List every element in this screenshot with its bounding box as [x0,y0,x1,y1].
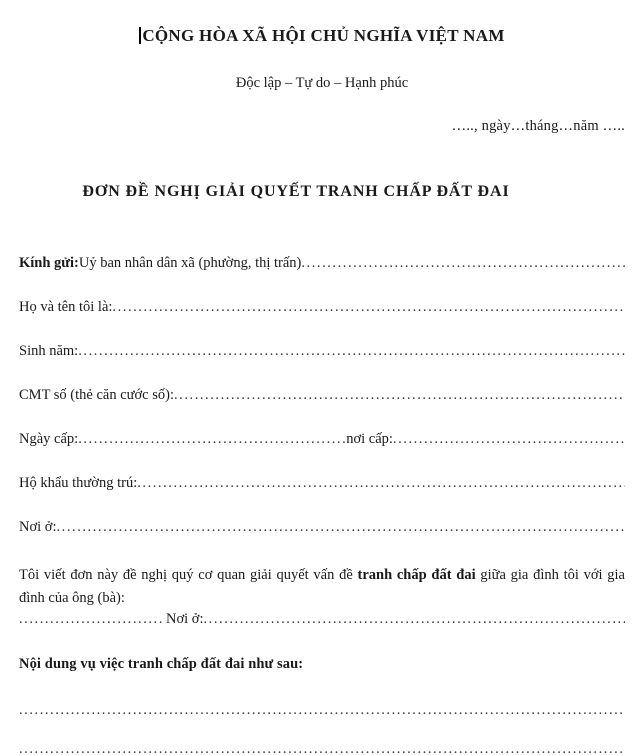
request-paragraph-emphasis: tranh chấp đất đai [357,567,476,584]
document-title: ĐƠN ĐỀ NGHỊ GIẢI QUYẾT TRANH CHẤP ĐẤT ĐAI [82,183,510,201]
issue-place-label: nơi cấp: [346,431,393,448]
fullname-label: Họ và tên tôi là: [19,298,113,315]
id-number-label: CMT số (thẻ căn cước số): [19,386,174,403]
current-residence-dotted-leader[interactable] [57,518,626,533]
issue-date-label: Ngày cấp: [19,431,79,448]
issue-place-dotted-leader[interactable] [393,430,625,445]
fullname-dotted-leader[interactable] [112,298,625,313]
request-paragraph-part1: Tôi viết đơn này đề nghị quý cơ quan giải quyết vấn đề [19,567,358,584]
text-cursor-caret [139,27,141,44]
field-row-permanent-residence [19,474,625,492]
blank-dotted-line[interactable] [19,740,625,755]
recipient-label-bold: Kính gửi: [19,254,79,271]
request-paragraph-part2: giữa gia đình tôi với gia đình của ông (bà): [19,567,625,606]
field-row-birthyear [19,342,625,360]
date-placeholder-line: ….., ngày…tháng…năm ….. [451,117,625,134]
country-name-with-caret [139,26,504,46]
field-row-fullname [19,298,625,316]
counterparty-name-dotted-leader[interactable] [19,610,162,625]
birthyear-label: Sinh năm: [19,342,79,359]
dispute-content-heading: Nội dung vụ việc tranh chấp đất đai như sau: [19,656,304,673]
counterparty-residence-label: Nơi ở: [166,611,204,628]
permanent-residence-dotted-leader[interactable] [137,474,625,489]
birthyear-dotted-leader[interactable] [78,342,625,357]
field-row-id-number [19,386,625,404]
national-header [0,26,644,135]
national-motto-line: Độc lập – Tự do – Hạnh phúc [235,74,409,91]
field-row-issue-date [19,430,625,448]
request-paragraph [19,564,625,609]
id-number-dotted-leader[interactable] [174,386,625,401]
recipient-dotted-leader[interactable] [301,254,625,269]
issue-date-dotted-leader[interactable] [78,430,346,445]
current-residence-label: Nơi ở: [19,519,57,536]
field-row-current-residence [19,518,625,536]
recipient-label-rest: Uỷ ban nhân dân xã (phường, thị trấn) [78,254,302,271]
permanent-residence-label: Hộ khẩu thường trú: [19,475,138,492]
counterparty-residence-dotted-leader[interactable] [204,610,626,625]
counterparty-residence-row [19,610,625,628]
country-name-line [0,26,644,46]
country-name-text: CỘNG HÒA XÃ HỘI CHỦ NGHĨA VIỆT NAM [142,26,505,45]
field-row-recipient [19,254,625,272]
dispute-content-blank-lines [19,701,625,755]
blank-dotted-line[interactable] [19,701,625,716]
form-body [0,254,644,755]
